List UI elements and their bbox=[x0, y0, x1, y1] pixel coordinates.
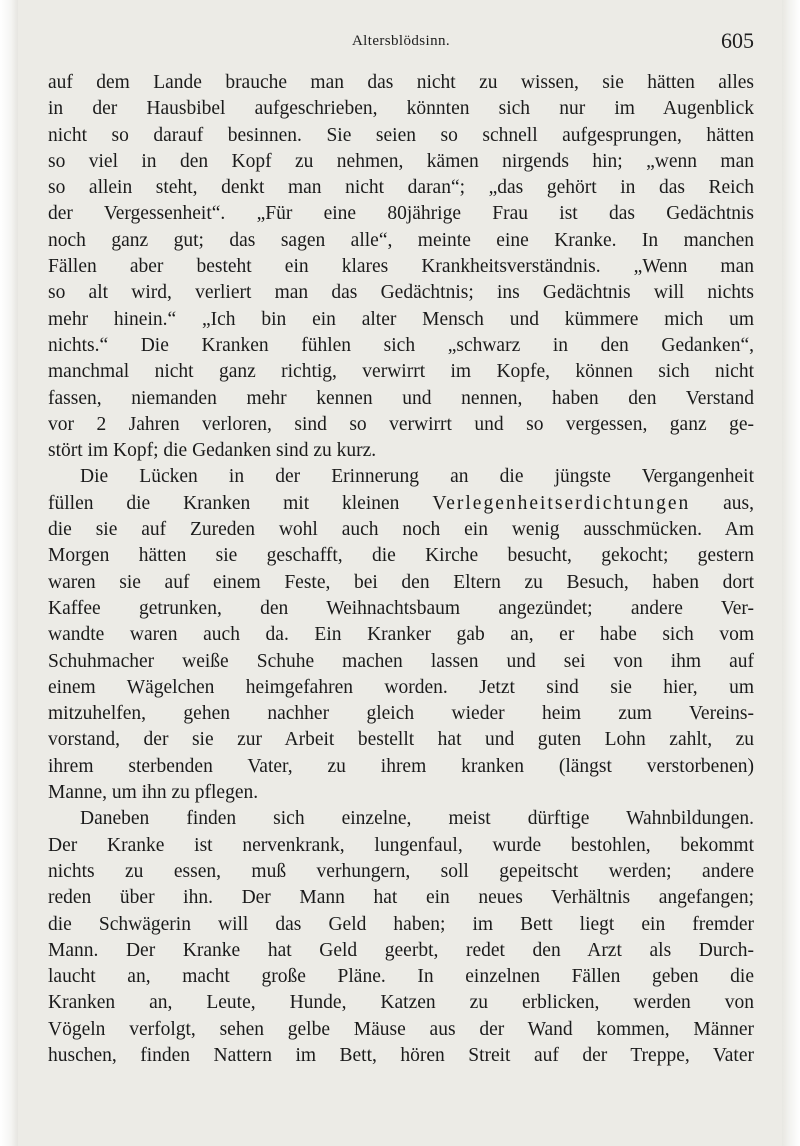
text-line: reden über ihn. Der Mann hat ein neues Verhältnis angefangen; bbox=[48, 887, 754, 909]
text-line: einem Wägelchen heimgefahren worden. Jetzt sind sie hier, um bbox=[48, 676, 754, 698]
text-line: nichts zu essen, muß verhungern, soll gepeitscht werden; andere bbox=[48, 860, 754, 882]
text-line: der Vergessenheit“. „Für eine 80jährige Frau ist das Gedächtnis bbox=[48, 203, 754, 225]
text-line: die sie auf Zureden wohl auch noch ein wenig ausschmücken. Am bbox=[48, 519, 754, 541]
text-line: mitzuhelfen, gehen nachher gleich wieder heim zum Vereins- bbox=[48, 703, 754, 725]
running-title: Altersblödsinn. bbox=[351, 33, 451, 49]
text-line: Fällen aber besteht ein klares Krankheitsverständnis. „Wenn man bbox=[48, 256, 754, 278]
text-line: vor 2 Jahren verloren, sind so verwirrt und so vergessen, ganz ge- bbox=[48, 413, 754, 435]
text-line: so allein steht, denkt man nicht daran“; „das gehört in das Reich bbox=[48, 177, 754, 199]
text-line: in der Hausbibel aufgeschrieben, könnten sich nur im Augenblick bbox=[48, 98, 754, 120]
text-line: mehr hinein.“ „Ich bin ein alter Mensch und kümmere mich um bbox=[48, 308, 754, 330]
text-line: Der Kranke ist nervenkrank, lungenfaul, wurde bestohlen, bekommt bbox=[48, 834, 754, 856]
text-line: vorstand, der sie zur Arbeit bestellt hat und guten Lohn zahlt, zu bbox=[48, 729, 754, 751]
text-line: noch ganz gut; das sagen alle“, meinte eine Kranke. In manchen bbox=[48, 229, 754, 251]
text-line: Morgen hätten sie geschafft, die Kirche besucht, gekocht; gestern bbox=[48, 545, 754, 567]
text-line: Schuhmacher weiße Schuhe machen lassen und sei von ihm auf bbox=[48, 650, 754, 672]
text-line: stört im Kopf; die Gedanken sind zu kurz. bbox=[48, 440, 377, 462]
text-segment: aus, bbox=[690, 492, 754, 514]
text-line: Kaffee getrunken, den Weihnachtsbaum angezündet; andere Ver- bbox=[48, 597, 754, 619]
body-text bbox=[48, 70, 754, 1069]
text-line: waren sie auf einem Feste, bei den Eltern zu Besuch, haben dort bbox=[48, 571, 754, 593]
emphasized-term: Verlegenheitserdichtungen bbox=[432, 492, 691, 514]
text-line: manchmal nicht ganz richtig, verwirrt im Kopfe, können sich nicht bbox=[48, 361, 754, 383]
text-line: so alt wird, verliert man das Gedächtnis; ins Gedächtnis will nichts bbox=[48, 282, 754, 304]
text-line: wandte waren auch da. Ein Kranker gab an, er habe sich vom bbox=[48, 624, 754, 646]
text-line: nicht so darauf besinnen. Sie seien so schnell aufgesprungen, hätten bbox=[48, 124, 754, 146]
text-line: die Schwägerin will das Geld haben; im Bett liegt ein fremder bbox=[48, 913, 754, 935]
text-line: Manne, um ihn zu pflegen. bbox=[48, 782, 259, 804]
page-header bbox=[48, 28, 754, 58]
text-line: Mann. Der Kranke hat Geld geerbt, redet den Arzt als Durch- bbox=[48, 939, 754, 961]
text-line: Kranken an, Leute, Hunde, Katzen zu erblicken, werden von bbox=[48, 992, 754, 1014]
text-line: huschen, finden Nattern im Bett, hören Streit auf der Treppe, Vater bbox=[48, 1044, 754, 1066]
text-line: laucht an, macht große Pläne. In einzelnen Fällen geben die bbox=[48, 966, 754, 988]
text-line: so viel in den Kopf zu nehmen, kämen nirgends hin; „wenn man bbox=[48, 150, 754, 172]
text-line: Daneben finden sich einzelne, meist dürftige Wahnbildungen. bbox=[80, 808, 754, 830]
page-margin-right bbox=[782, 0, 800, 1146]
page-margin-left bbox=[0, 0, 18, 1146]
book-page bbox=[18, 0, 782, 1146]
text-line: auf dem Lande brauche man das nicht zu wissen, sie hätten alles bbox=[48, 72, 754, 93]
page-number: 605 bbox=[721, 28, 754, 53]
text-line: Vögeln verfolgt, sehen gelbe Mäuse aus der Wand kommen, Männer bbox=[48, 1018, 754, 1040]
text-line: nichts.“ Die Kranken fühlen sich „schwarz in den Gedanken“, bbox=[48, 334, 754, 356]
text-segment: füllen die Kranken mit kleinen bbox=[48, 492, 433, 514]
text-line: fassen, niemanden mehr kennen und nennen, haben den Verstand bbox=[48, 387, 754, 409]
text-line bbox=[48, 491, 754, 517]
text-line: Die Lücken in der Erinnerung an die jüngste Vergangenheit bbox=[80, 466, 754, 488]
text-line: ihrem sterbenden Vater, zu ihrem kranken (längst verstorbenen) bbox=[48, 755, 754, 777]
